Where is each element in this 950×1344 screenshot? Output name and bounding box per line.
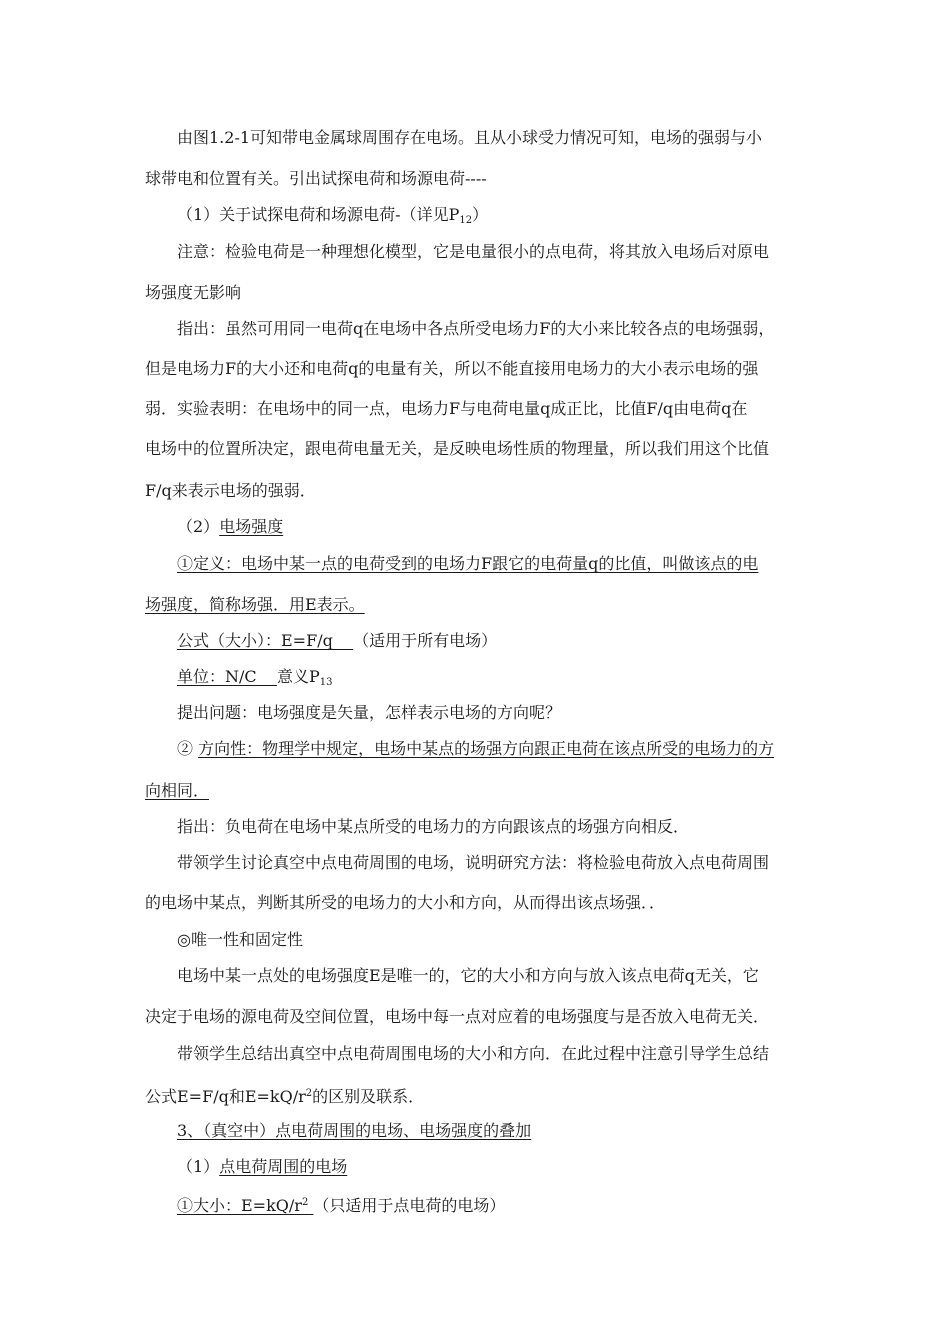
paragraph-line: 的电场中某点，判断其所受的电场力的大小和方向，从而得出该点场强．． xyxy=(145,893,666,912)
paragraph-line: 电场中的位置所决定，跟电荷电量无关，是反映电场性质的物理量，所以我们用这个比值 xyxy=(145,439,770,458)
paragraph-line: ◎唯一性和固定性 xyxy=(177,930,303,949)
paragraph-line: 注意：检验电荷是一种理想化模型，它是电量很小的点电荷，将其放入电场后对原电 xyxy=(177,242,770,261)
paragraph-line: 由图1.2-1可知带电金属球周围存在电场。且从小球受力情况可知，电场的强弱与小 xyxy=(177,128,763,147)
section-heading-test-charge: （1）关于试探电荷和场源电荷-（详见$P_{12}$） xyxy=(177,205,489,226)
definition-line: ①定义：电场中某一点的电荷受到的电场力F跟它的电荷量q的比值，叫做该点的电 xyxy=(177,554,759,573)
paragraph-line: 公式E=F/q和$E=kQ/r^2$的区别及联系． xyxy=(145,1087,425,1106)
paragraph-line: 但是电场力F的大小还和电荷q的电量有关，所以不能直接用电场力的大小表示电场的强 xyxy=(145,359,759,378)
paragraph-line: 指出：负电荷在电场中某点所受的电场力的方向跟该点的场强方向相反． xyxy=(177,817,690,836)
paragraph-line: 指出：虽然可用同一电荷q在电场中各点所受电场力F的大小来比较各点的电场强弱， xyxy=(177,319,775,338)
formula-line: ①大小：$E=kQ/r^2$ （只适用于点电荷的电场） xyxy=(177,1196,506,1215)
subsection-heading: （1）点电荷周围的电场 xyxy=(177,1157,348,1176)
paragraph-line: 决定于电场的源电荷及空间位置，电场中每一点对应着的电场强度与是否放入电荷无关． xyxy=(145,1007,770,1026)
definition-line: 场强度，简称场强．用E表示。 xyxy=(145,595,365,614)
paragraph-line: 球带电和位置有关。引出试探电荷和场源电荷---- xyxy=(145,169,487,188)
paragraph-line: 弱．实验表明：在电场中的同一点，电场力F与电荷电量q成正比，比值F/q由电荷q在 xyxy=(145,399,748,418)
unit-line: 单位：N/C 意义$P_{13}$ xyxy=(177,667,333,688)
formula-line: 公式（大小）：E=F/q （适用于所有电场） xyxy=(177,631,498,650)
paragraph-line: F/q来表示电场的强弱． xyxy=(145,481,316,500)
paragraph-line: 带领学生总结出真空中点电荷周围电场的大小和方向．在此过程中注意引导学生总结 xyxy=(177,1044,770,1063)
paragraph-line: 场强度无影响 xyxy=(145,283,242,302)
paragraph-line: 提出问题：电场强度是矢量，怎样表示电场的方向呢？ xyxy=(177,703,562,722)
section-heading-point-charge: 3、（真空中）点电荷周围的电场、电场强度的叠加 xyxy=(177,1121,532,1140)
section-heading-field-strength: （2）电场强度 xyxy=(177,517,284,536)
direction-line: 向相同． xyxy=(145,781,210,800)
paragraph-line: 带领学生讨论真空中点电荷周围的电场，说明研究方法：将检验电荷放入点电荷周围 xyxy=(177,853,770,872)
direction-line: ② 方向性：物理学中规定，电场中某点的场强方向跟正电荷在该点所受的电场力的方 xyxy=(177,739,775,758)
paragraph-line: 电场中某一点处的电场强度E是唯一的，它的大小和方向与放入该点电荷q无关，它 xyxy=(177,966,759,985)
